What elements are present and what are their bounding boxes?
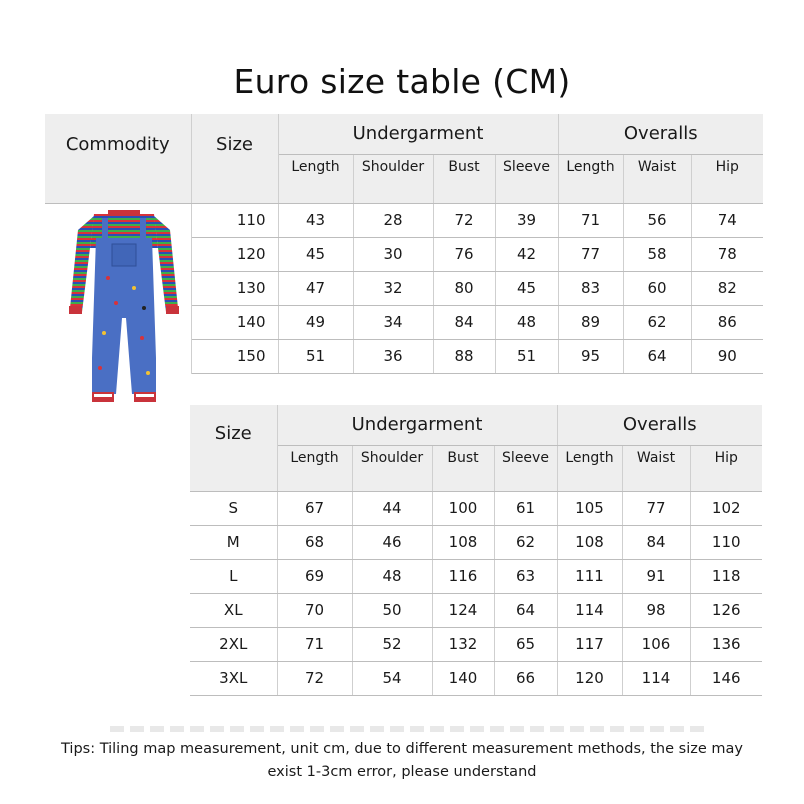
value-cell: 72 bbox=[433, 203, 495, 237]
size-cell: XL bbox=[190, 593, 277, 627]
value-cell: 45 bbox=[495, 271, 558, 305]
value-cell: 54 bbox=[352, 661, 432, 695]
value-cell: 90 bbox=[691, 339, 763, 373]
subheader-hip: Hip bbox=[690, 445, 762, 491]
size-cell: 3XL bbox=[190, 661, 277, 695]
value-cell: 67 bbox=[277, 491, 352, 525]
value-cell: 58 bbox=[623, 237, 691, 271]
value-cell: 48 bbox=[352, 559, 432, 593]
value-cell: 45 bbox=[278, 237, 353, 271]
table-row bbox=[190, 559, 762, 593]
value-cell: 49 bbox=[278, 305, 353, 339]
value-cell: 77 bbox=[622, 491, 690, 525]
value-cell: 72 bbox=[277, 661, 352, 695]
value-cell: 61 bbox=[494, 491, 557, 525]
value-cell: 132 bbox=[432, 627, 494, 661]
value-cell: 108 bbox=[557, 525, 622, 559]
value-cell: 83 bbox=[558, 271, 623, 305]
value-cell: 120 bbox=[557, 661, 622, 695]
value-cell: 98 bbox=[622, 593, 690, 627]
subheader-waist: Waist bbox=[622, 445, 690, 491]
size-cell: L bbox=[190, 559, 277, 593]
value-cell: 43 bbox=[278, 203, 353, 237]
value-cell: 116 bbox=[432, 559, 494, 593]
value-cell: 124 bbox=[432, 593, 494, 627]
size-cell: S bbox=[190, 491, 277, 525]
value-cell: 48 bbox=[495, 305, 558, 339]
value-cell: 88 bbox=[433, 339, 495, 373]
value-cell: 82 bbox=[691, 271, 763, 305]
value-cell: 86 bbox=[691, 305, 763, 339]
subheader-length: Length bbox=[557, 445, 622, 491]
value-cell: 102 bbox=[690, 491, 762, 525]
value-cell: 136 bbox=[690, 627, 762, 661]
table-row bbox=[190, 627, 762, 661]
size-cell: 120 bbox=[191, 237, 278, 271]
size-header: Size bbox=[190, 405, 277, 491]
value-cell: 114 bbox=[622, 661, 690, 695]
value-cell: 111 bbox=[557, 559, 622, 593]
value-cell: 62 bbox=[494, 525, 557, 559]
value-cell: 95 bbox=[558, 339, 623, 373]
size-cell: 2XL bbox=[190, 627, 277, 661]
overalls-header: Overalls bbox=[558, 114, 763, 154]
value-cell: 106 bbox=[622, 627, 690, 661]
subheader-bust: Bust bbox=[433, 154, 495, 203]
value-cell: 51 bbox=[495, 339, 558, 373]
faded-text-divider bbox=[110, 726, 710, 732]
value-cell: 118 bbox=[690, 559, 762, 593]
subheader-bust: Bust bbox=[432, 445, 494, 491]
subheader-hip: Hip bbox=[691, 154, 763, 203]
value-cell: 74 bbox=[691, 203, 763, 237]
value-cell: 76 bbox=[433, 237, 495, 271]
value-cell: 50 bbox=[352, 593, 432, 627]
table-row bbox=[190, 593, 762, 627]
value-cell: 84 bbox=[433, 305, 495, 339]
value-cell: 108 bbox=[432, 525, 494, 559]
subheader-sleeve: Sleeve bbox=[495, 154, 558, 203]
page-title: Euro size table (CM) bbox=[233, 62, 571, 101]
tips-line-1: Tips: Tiling map measurement, unit cm, due to different measurement methods, the size may bbox=[61, 741, 743, 757]
value-cell: 62 bbox=[623, 305, 691, 339]
size-cell: 110 bbox=[191, 203, 278, 237]
subheader-length: Length bbox=[278, 154, 353, 203]
undergarment-header: Undergarment bbox=[278, 114, 558, 154]
value-cell: 114 bbox=[557, 593, 622, 627]
size-cell: 140 bbox=[191, 305, 278, 339]
value-cell: 63 bbox=[494, 559, 557, 593]
subheader-shoulder: Shoulder bbox=[352, 445, 432, 491]
size-table-adult bbox=[190, 405, 762, 696]
value-cell: 39 bbox=[495, 203, 558, 237]
table-row bbox=[190, 491, 762, 525]
value-cell: 78 bbox=[691, 237, 763, 271]
size-header: Size bbox=[191, 114, 278, 203]
value-cell: 146 bbox=[690, 661, 762, 695]
overalls-header: Overalls bbox=[557, 405, 762, 445]
value-cell: 47 bbox=[278, 271, 353, 305]
costume-image bbox=[64, 208, 184, 408]
subheader-waist: Waist bbox=[623, 154, 691, 203]
value-cell: 42 bbox=[495, 237, 558, 271]
table-row bbox=[190, 661, 762, 695]
value-cell: 30 bbox=[353, 237, 433, 271]
value-cell: 70 bbox=[277, 593, 352, 627]
subheader-length: Length bbox=[277, 445, 352, 491]
value-cell: 84 bbox=[622, 525, 690, 559]
value-cell: 36 bbox=[353, 339, 433, 373]
value-cell: 91 bbox=[622, 559, 690, 593]
table-row bbox=[190, 525, 762, 559]
value-cell: 89 bbox=[558, 305, 623, 339]
commodity-header: Commodity bbox=[45, 114, 191, 203]
size-cell: M bbox=[190, 525, 277, 559]
size-cell: 130 bbox=[191, 271, 278, 305]
value-cell: 100 bbox=[432, 491, 494, 525]
value-cell: 126 bbox=[690, 593, 762, 627]
subheader-shoulder: Shoulder bbox=[353, 154, 433, 203]
subheader-length: Length bbox=[558, 154, 623, 203]
undergarment-header: Undergarment bbox=[277, 405, 557, 445]
size-cell: 150 bbox=[191, 339, 278, 373]
value-cell: 56 bbox=[623, 203, 691, 237]
value-cell: 80 bbox=[433, 271, 495, 305]
value-cell: 140 bbox=[432, 661, 494, 695]
value-cell: 65 bbox=[494, 627, 557, 661]
value-cell: 69 bbox=[277, 559, 352, 593]
subheader-sleeve: Sleeve bbox=[494, 445, 557, 491]
value-cell: 52 bbox=[352, 627, 432, 661]
value-cell: 60 bbox=[623, 271, 691, 305]
value-cell: 32 bbox=[353, 271, 433, 305]
value-cell: 51 bbox=[278, 339, 353, 373]
value-cell: 66 bbox=[494, 661, 557, 695]
tips-note bbox=[20, 738, 784, 784]
value-cell: 71 bbox=[558, 203, 623, 237]
value-cell: 64 bbox=[623, 339, 691, 373]
value-cell: 64 bbox=[494, 593, 557, 627]
value-cell: 110 bbox=[690, 525, 762, 559]
value-cell: 71 bbox=[277, 627, 352, 661]
value-cell: 117 bbox=[557, 627, 622, 661]
value-cell: 68 bbox=[277, 525, 352, 559]
value-cell: 105 bbox=[557, 491, 622, 525]
value-cell: 28 bbox=[353, 203, 433, 237]
value-cell: 77 bbox=[558, 237, 623, 271]
value-cell: 34 bbox=[353, 305, 433, 339]
tips-line-2: exist 1-3cm error, please understand bbox=[267, 764, 537, 780]
value-cell: 46 bbox=[352, 525, 432, 559]
value-cell: 44 bbox=[352, 491, 432, 525]
